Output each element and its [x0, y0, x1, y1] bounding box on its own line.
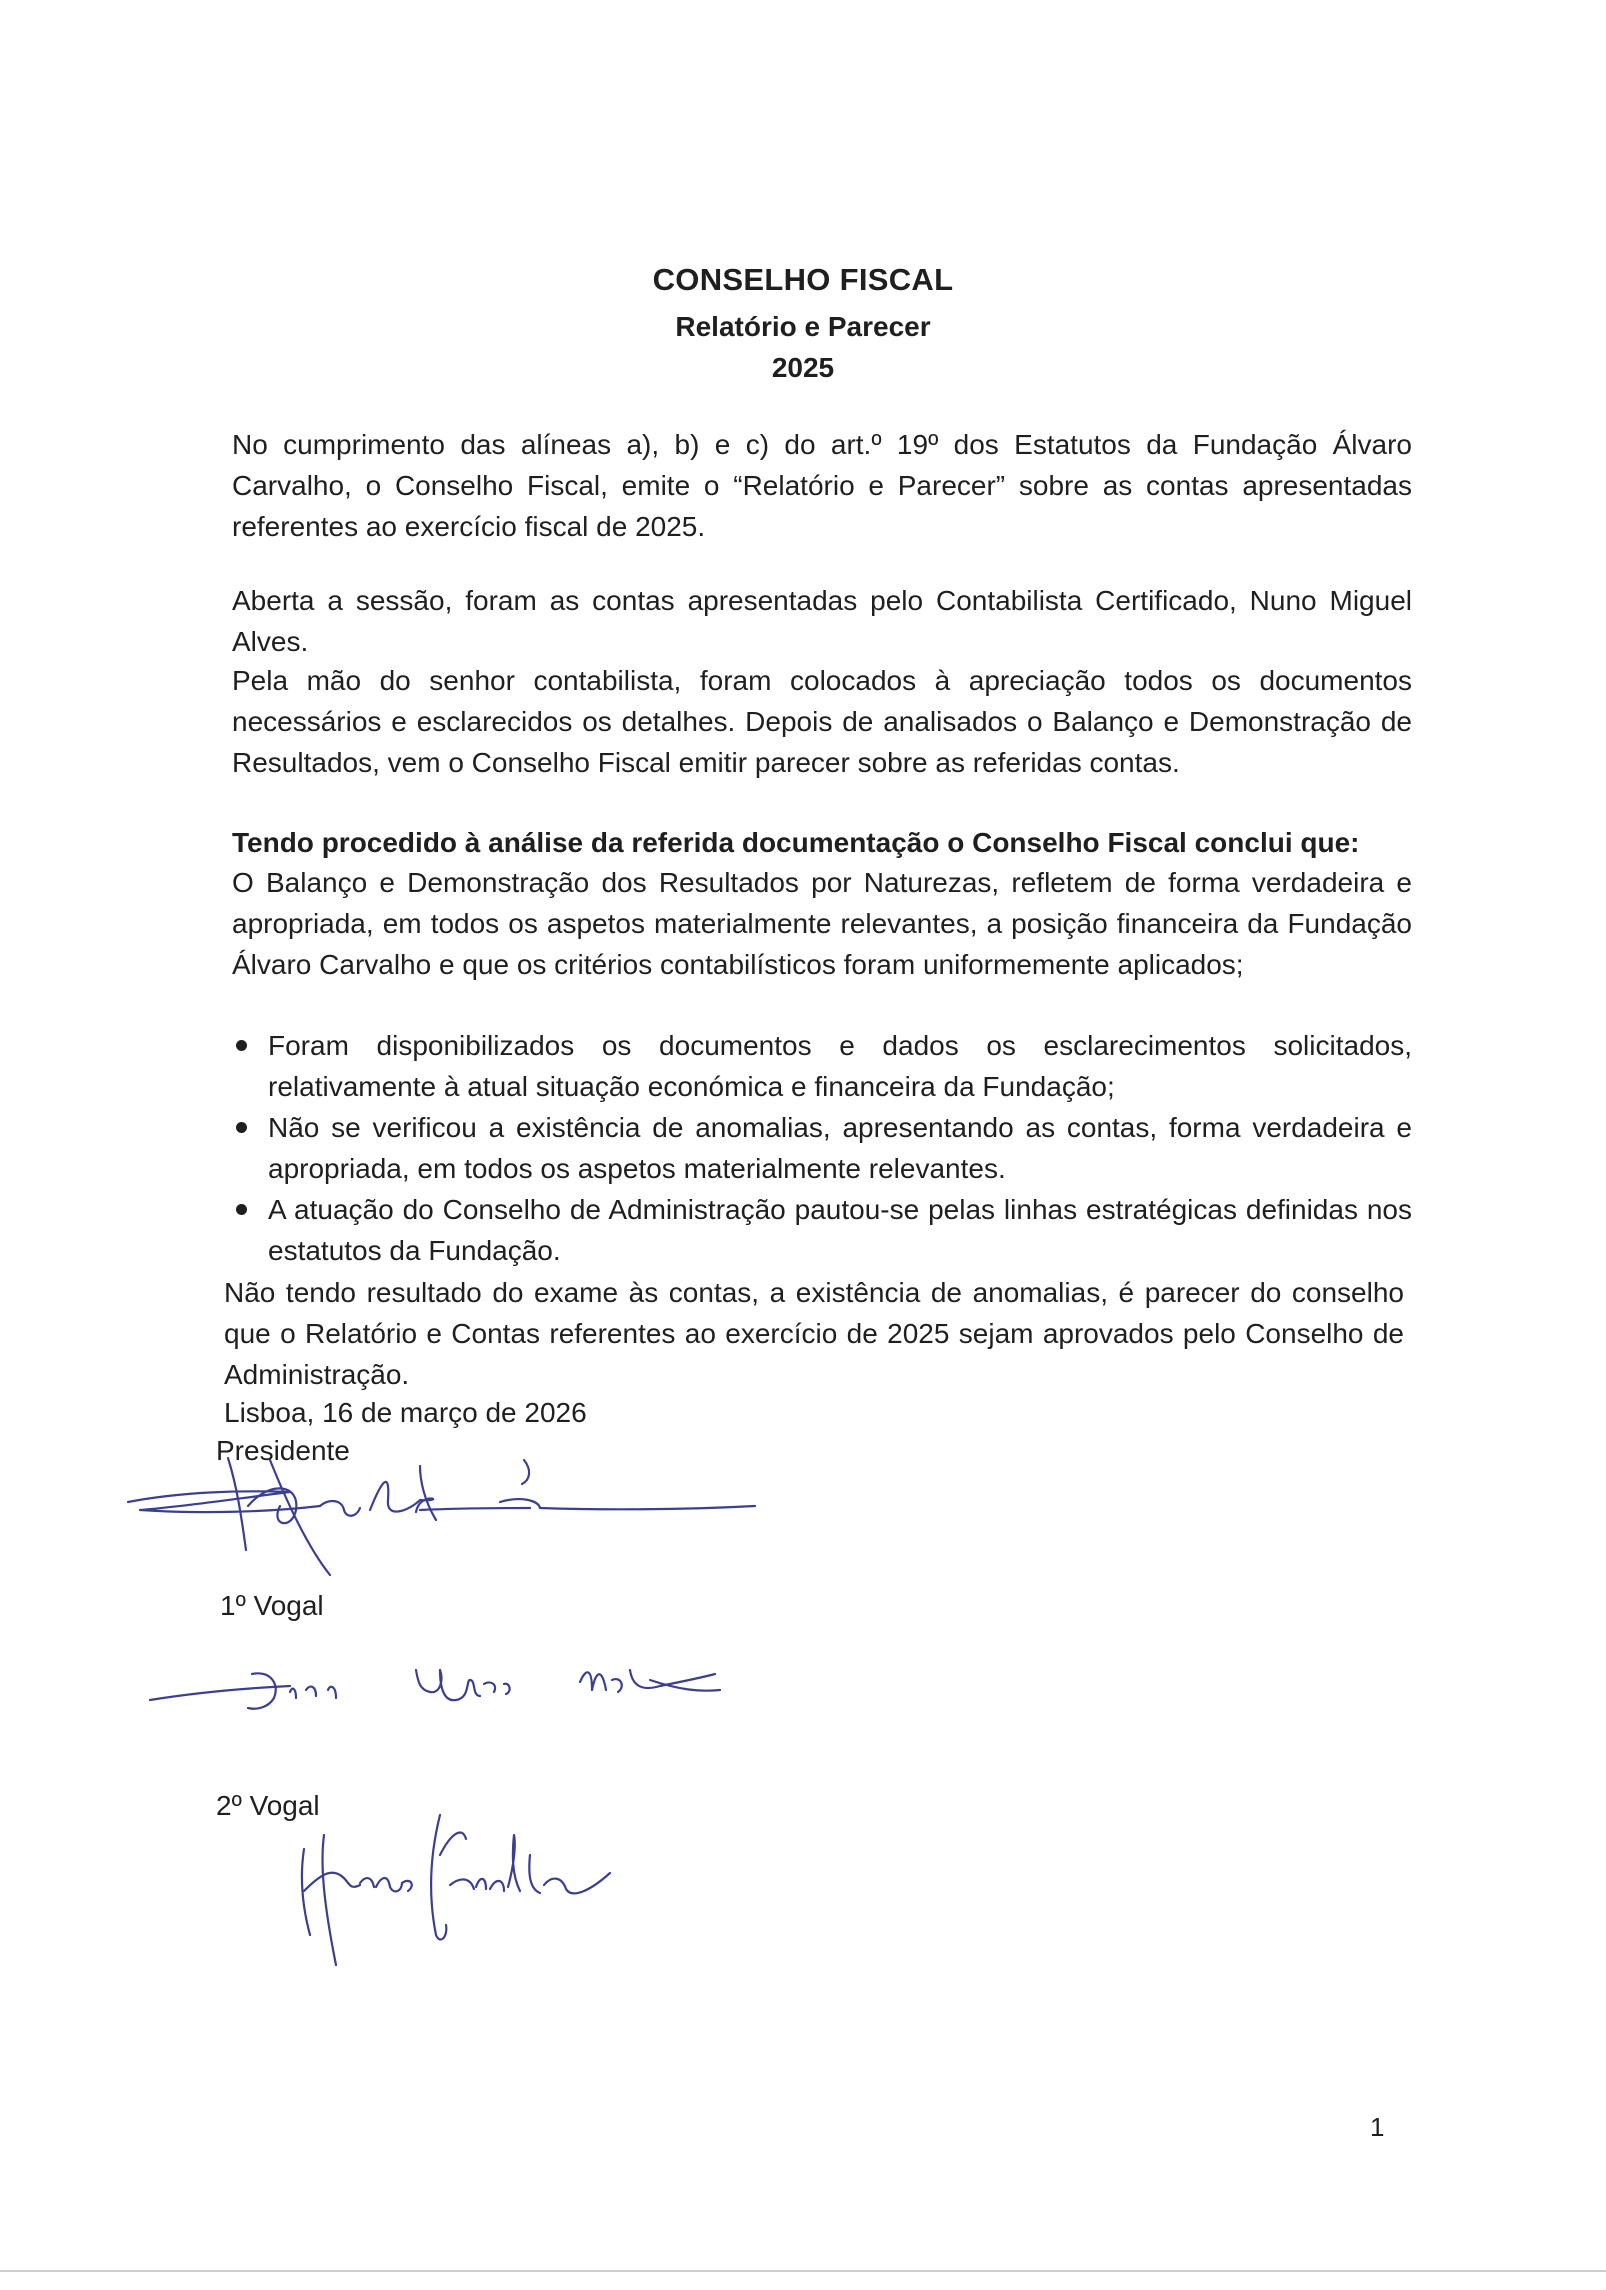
bullet-text: Foram disponibilizados os documentos e dados os esclarecimentos solicitados, relativamente à atual situação económica e financeira da Fundação;: [268, 1030, 1412, 1102]
bullet-icon: [236, 1040, 247, 1051]
list-item: [232, 1189, 1412, 1271]
signature-strokes: [302, 1815, 610, 1965]
signature-strokes: [128, 1458, 755, 1575]
paragraph-opinion: Não tendo resultado do exame às contas, a existência de anomalias, é parecer do conselho que o Relatório e Contas referentes ao exercício de 2025 sejam aprovados pelo Conselho de Administração.: [224, 1277, 1404, 1390]
bullet-text: A atuação do Conselho de Administração pautou-se pelas linhas estratégicas definidas nos estatutos da Fundação.: [268, 1194, 1412, 1266]
paragraph-accountant: Pela mão do senhor contabilista, foram colocados à apreciação todos os documentos necessários e esclarecidos os detalhes. Depois de analisados o Balanço e Demonstração de Resultados, vem o Conselho Fiscal emitir parecer sobre as referidas contas.: [232, 665, 1412, 778]
vogal1-signature-icon: [140, 1640, 740, 1720]
scan-edge-divider: [0, 2270, 1606, 2272]
paragraph-balance-statement: O Balanço e Demonstração dos Resultados por Naturezas, refletem de forma verdadeira e apropriada, em todos os aspetos materialmente relevantes, a posição financeira da Fundação Álvaro Carvalho e que os critérios contabilísticos foram uniformemente aplicados;: [232, 867, 1412, 980]
list-item: [232, 1025, 1412, 1107]
document-title: CONSELHO FISCAL: [652, 262, 954, 297]
vogal2-signature-icon: [290, 1795, 650, 1975]
vogal2-label: 2º Vogal: [216, 1790, 320, 1821]
list-item: [232, 1107, 1412, 1189]
place-and-date: Lisboa, 16 de março de 2026: [224, 1397, 587, 1428]
bullet-icon: [236, 1122, 247, 1133]
vogal1-label: 1º Vogal: [220, 1590, 324, 1621]
bullet-text: Não se verificou a existência de anomalias, apresentando as contas, forma verdadeira e apropriada, em todos os aspetos materialmente relevantes.: [268, 1112, 1412, 1184]
document-subtitle: Relatório e Parecer: [675, 311, 931, 342]
president-signature-icon: [120, 1440, 780, 1590]
paragraph-introduction: No cumprimento das alíneas a), b) e c) do art.º 19º dos Estatutos da Fundação Álvaro Carvalho, o Conselho Fiscal, emite o “Relatório e Parecer” sobre as contas apresentadas referentes ao exercício fiscal de 2025.: [232, 429, 1412, 542]
conclusion-bullet-list: [232, 1025, 1412, 1271]
bullet-icon: [236, 1204, 247, 1215]
page-number: 1: [1370, 2112, 1385, 2142]
paragraph-session-opening: Aberta a sessão, foram as contas apresentadas pelo Contabilista Certificado, Nuno Miguel Alves.: [232, 585, 1412, 657]
signature-strokes: [150, 1670, 720, 1709]
document-year: 2025: [771, 352, 835, 383]
president-label: Presidente: [216, 1435, 350, 1466]
conclusion-heading: Tendo procedido à análise da referida documentação o Conselho Fiscal conclui que:: [232, 827, 1360, 858]
